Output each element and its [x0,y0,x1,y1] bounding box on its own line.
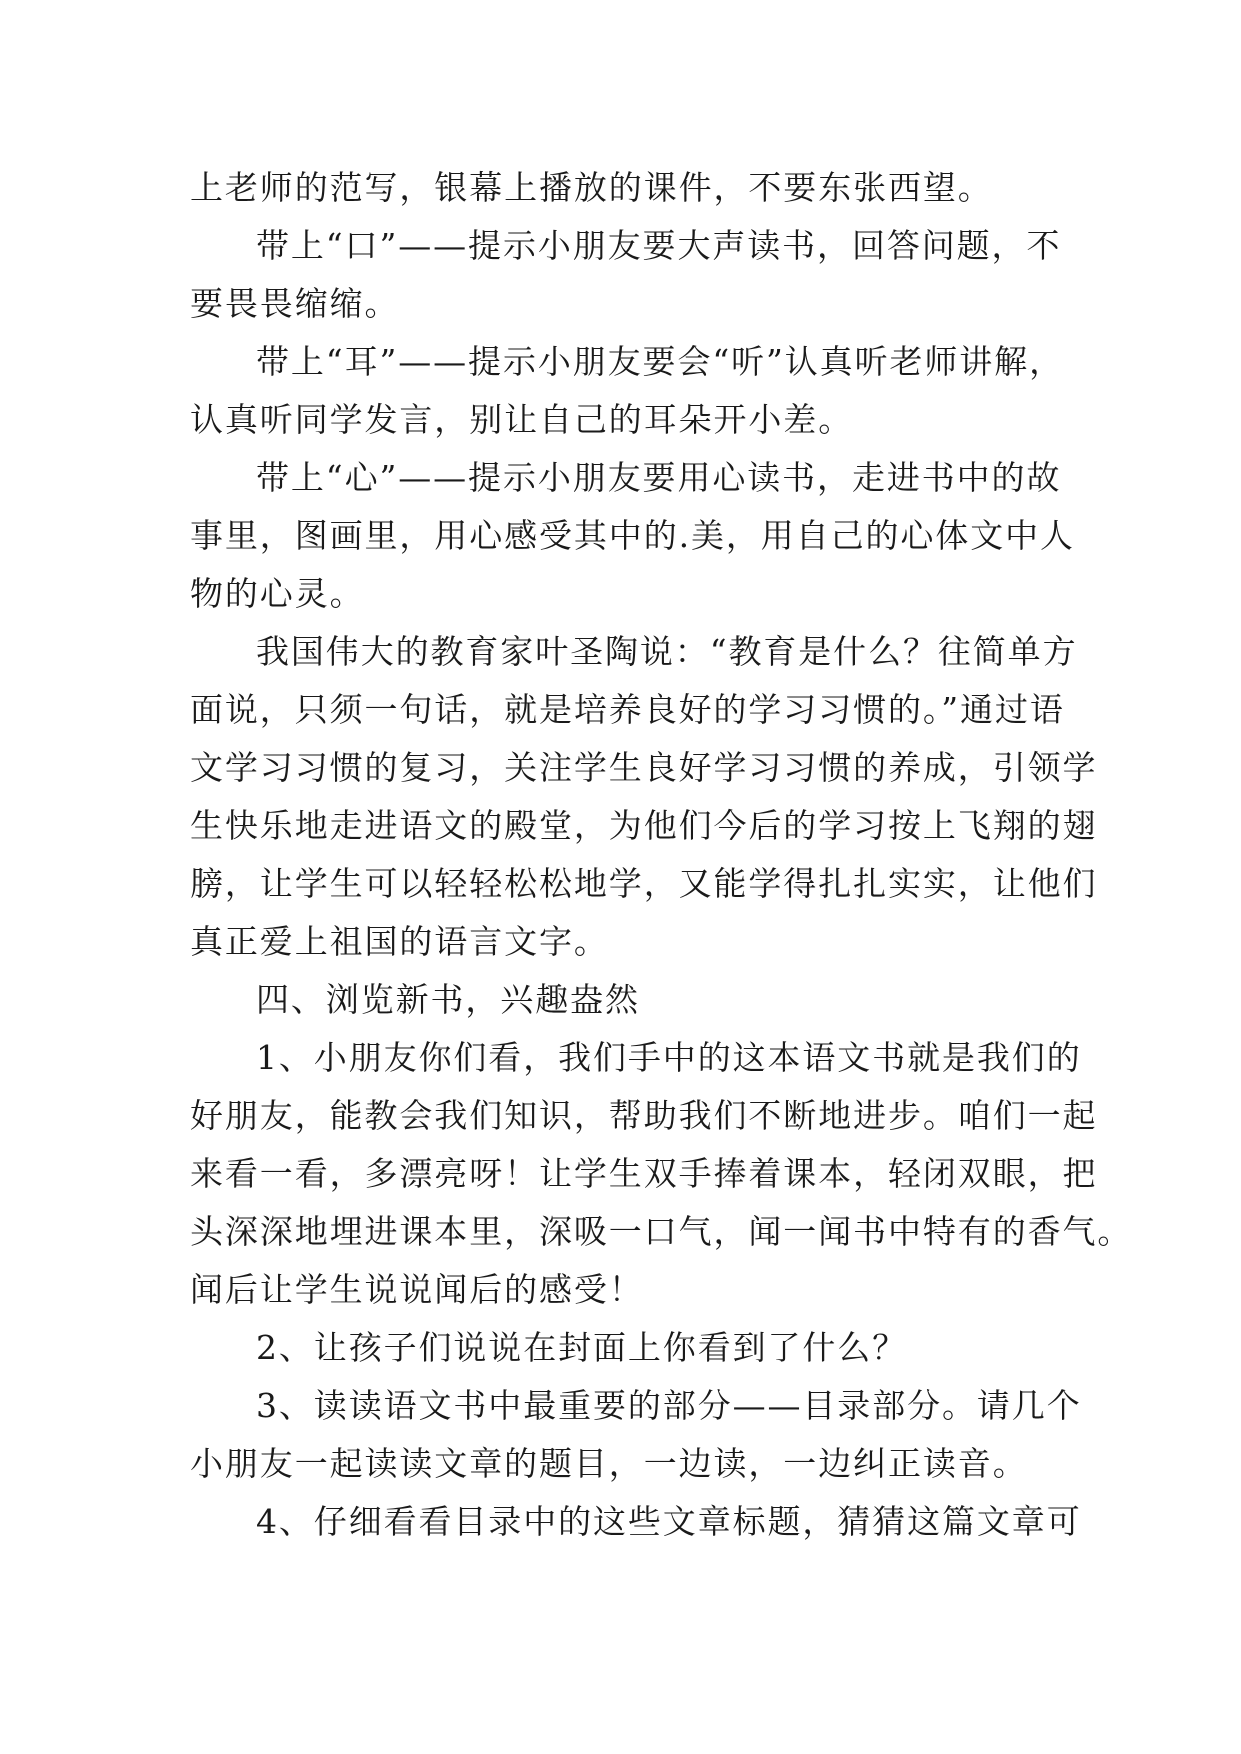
paragraph-start-line: 带上“心”——提示小朋友要用心读书，走进书中的故 [256,458,1062,497]
section-heading: 四、浏览新书，兴趣盎然 [256,980,640,1019]
paragraph-start-line: 带上“口”——提示小朋友要大声读书，回答问题，不 [256,226,1062,265]
paragraph-start-line: 2、让孩子们说说在封面上你看到了什么？ [256,1328,908,1367]
text-line: 小朋友一起读读文章的题目，一边读，一边纠正读音。 [190,1444,1028,1483]
text-line: 来看一看，多漂亮呀！让学生双手捧着课本，轻闭双眼，把 [190,1154,1098,1193]
text-line: 闻后让学生说说闻后的感受！ [190,1270,644,1309]
text-line: 物的心灵。 [190,574,365,613]
paragraph-start-line: 3、读读语文书中最重要的部分——目录部分。请几个 [256,1386,1082,1425]
paragraph-start-line: 我国伟大的教育家叶圣陶说：“教育是什么？往简单方 [256,632,1078,671]
text-line: 文学习习惯的复习，关注学生良好学习习惯的养成，引领学 [190,748,1098,787]
text-line: 面说，只须一句话，就是培养良好的学习习惯的。”通过语 [190,690,1065,729]
text-line: 好朋友，能教会我们知识，帮助我们不断地进步。咱们一起 [190,1096,1098,1135]
paragraph-start-line: 4、仔细看看目录中的这些文章标题，猜猜这篇文章可 [256,1502,1082,1541]
paragraph-start-line: 带上“耳”——提示小朋友要会“听”认真听老师讲解， [256,342,1064,381]
paragraph-start-line: 1、小朋友你们看，我们手中的这本语文书就是我们的 [256,1038,1082,1077]
text-line: 事里，图画里，用心感受其中的.美，用自己的心体文中人 [190,516,1075,555]
text-line: 真正爱上祖国的语言文字。 [190,922,609,961]
text-line: 生快乐地走进语文的殿堂，为他们今后的学习按上飞翔的翅 [190,806,1098,845]
text-line: 认真听同学发言，别让自己的耳朵开小差。 [190,400,854,439]
text-line: 要畏畏缩缩。 [190,284,400,323]
text-line: 上老师的范写，银幕上播放的课件，不要东张西望。 [190,168,993,207]
text-line: 头深深地埋进课本里，深吸一口气，闻一闻书中特有的香气。 [190,1212,1133,1251]
document-body [190,159,1133,1551]
text-line: 膀，让学生可以轻轻松松地学，又能学得扎扎实实，让他们 [190,864,1098,903]
